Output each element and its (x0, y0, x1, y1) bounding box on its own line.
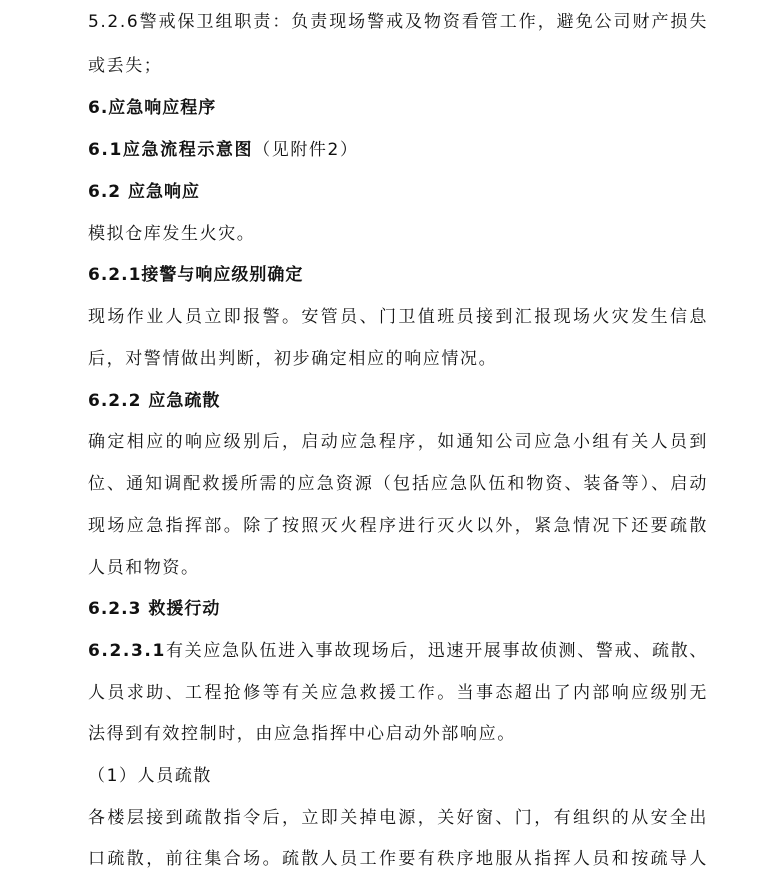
paragraph-line: 口疏散，前往集合场。疏散人员工作要有秩序地服从指挥人员和按疏导人 (88, 849, 708, 869)
section-heading: 6.2 应急响应 (88, 182, 201, 202)
heading-note: （见附件2） (253, 140, 359, 160)
paragraph-line: 或丢失； (88, 56, 163, 76)
paragraph-line: 现场作业人员立即报警。安管员、门卫值班员接到汇报现场火灾发生信息 (88, 307, 708, 327)
section-heading: 6.2.1接警与响应级别确定 (88, 265, 304, 285)
clause-text: 有关应急队伍进入事故现场后，迅速开展事故侦测、警戒、疏散、 (165, 641, 708, 661)
paragraph-line: 5.2.6警戒保卫组职责：负责现场警戒及物资看管工作，避免公司财产损失 (88, 12, 708, 32)
paragraph-line: 位、通知调配救援所需的应急资源（包括应急队伍和物资、装备等）、启动 (88, 474, 708, 494)
heading-title: 6.1应急流程示意图 (88, 140, 254, 160)
subsection-heading: （1）人员疏散 (88, 766, 213, 786)
paragraph-line: 模拟仓库发生火灾。 (88, 224, 256, 244)
section-heading: 6.应急响应程序 (88, 98, 217, 118)
paragraph-line: 现场应急指挥部。除了按照灭火程序进行灭火以外，紧急情况下还要疏散 (88, 516, 708, 536)
paragraph-line: 确定相应的响应级别后，启动应急程序，如通知公司应急小组有关人员到 (88, 432, 708, 452)
section-heading: 6.2.3 救援行动 (88, 599, 221, 619)
paragraph-line: 各楼层接到疏散指令后，立即关掉电源，关好窗、门，有组织的从安全出 (88, 808, 708, 828)
paragraph-line: 法得到有效控制时，由应急指挥中心启动外部响应。 (88, 724, 516, 744)
paragraph-line (88, 639, 708, 663)
section-heading (88, 138, 708, 162)
clause-number: 6.2.3.1 (88, 641, 166, 661)
paragraph-line: 后，对警情做出判断，初步确定相应的响应情况。 (88, 349, 498, 369)
paragraph-line: 人员求助、工程抢修等有关应急救援工作。当事态超出了内部响应级别无 (88, 683, 708, 703)
section-heading: 6.2.2 应急疏散 (88, 391, 221, 411)
paragraph-line: 人员和物资。 (88, 558, 200, 578)
